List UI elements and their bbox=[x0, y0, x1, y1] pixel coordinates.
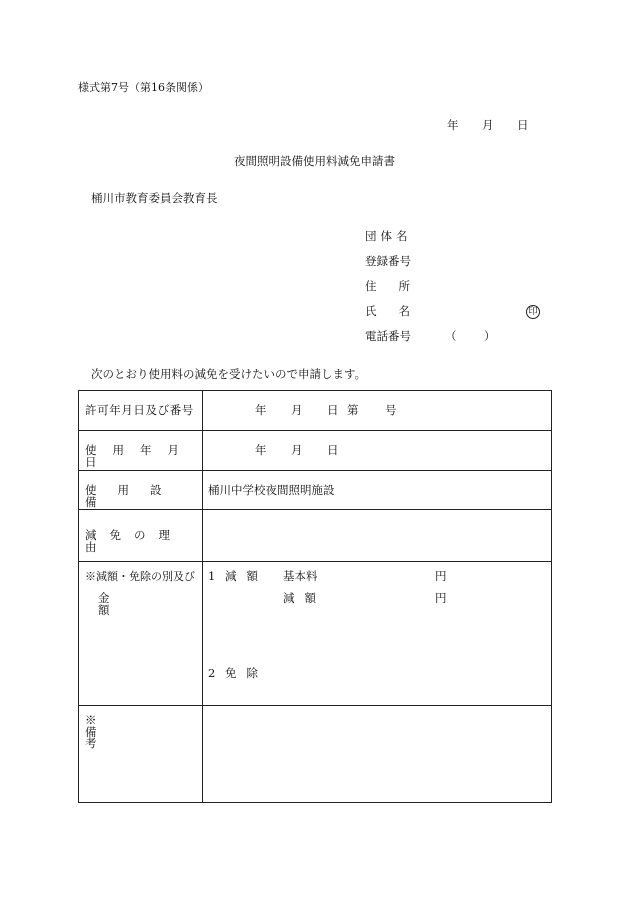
seal-mark: 印 bbox=[526, 305, 540, 319]
form-number: 様式第7号（第16条関係） bbox=[78, 81, 209, 94]
reduction-label-line1: ※減額・免除の別及び bbox=[85, 570, 195, 583]
use-date-month: 月 bbox=[291, 443, 303, 457]
reason-label: 減免の理由 bbox=[85, 528, 183, 554]
reduction-label-line2: 金額 bbox=[98, 591, 181, 617]
applicant-name-label: 氏名 bbox=[365, 304, 432, 318]
facility-value: 桶川中学校夜間照明施設 bbox=[208, 483, 335, 497]
applicant-organization-label: 団体名 bbox=[365, 229, 412, 243]
row-reduction bbox=[79, 562, 551, 706]
date-month-label: 月 bbox=[482, 118, 494, 132]
item2-number: 2 bbox=[208, 666, 216, 680]
permit-dai: 第 bbox=[347, 403, 359, 417]
application-table bbox=[78, 390, 552, 803]
date-day-label: 日 bbox=[517, 118, 529, 132]
use-date-label: 使用年月日 bbox=[85, 443, 195, 469]
yen-1: 円 bbox=[435, 569, 447, 583]
permit-month: 月 bbox=[291, 403, 303, 417]
use-date-day: 日 bbox=[327, 443, 339, 457]
yen-2: 円 bbox=[435, 591, 447, 605]
document-title: 夜間照明設備使用料減免申請書 bbox=[234, 154, 395, 168]
row-reason bbox=[79, 510, 551, 562]
item1-label: 減額 bbox=[225, 569, 268, 583]
row-remarks bbox=[79, 706, 551, 802]
phone-paren-open: （ bbox=[445, 329, 457, 343]
address-text: 住所 bbox=[365, 279, 432, 293]
permit-day: 日 bbox=[327, 403, 339, 417]
item1-number: 1 bbox=[208, 569, 216, 583]
row-permit bbox=[79, 391, 551, 431]
permit-label: 許可年月日及び番号 bbox=[85, 403, 194, 417]
permit-number: 号 bbox=[385, 403, 397, 417]
applicant-address-label bbox=[365, 279, 432, 293]
intro-text: 次のとおり使用料の減免を受けたいので申請します。 bbox=[91, 367, 367, 381]
item2-label: 免除 bbox=[225, 666, 268, 680]
row-use-date bbox=[79, 431, 551, 471]
permit-year: 年 bbox=[255, 403, 267, 417]
reduction-amount-label: 減額 bbox=[283, 591, 326, 605]
phone-paren-close: ） bbox=[484, 329, 496, 343]
date-year-label: 年 bbox=[447, 118, 459, 132]
remarks-label: ※備考 bbox=[85, 713, 157, 750]
applicant-phone-label: 電話番号 bbox=[365, 329, 411, 343]
facility-label: 使用設備 bbox=[85, 483, 183, 509]
applicant-registration-label: 登録番号 bbox=[365, 254, 411, 268]
base-fee-label: 基本料 bbox=[283, 569, 318, 583]
use-date-year: 年 bbox=[255, 443, 267, 457]
row-facility bbox=[79, 471, 551, 510]
addressee: 桶川市教育委員会教育長 bbox=[91, 191, 218, 205]
